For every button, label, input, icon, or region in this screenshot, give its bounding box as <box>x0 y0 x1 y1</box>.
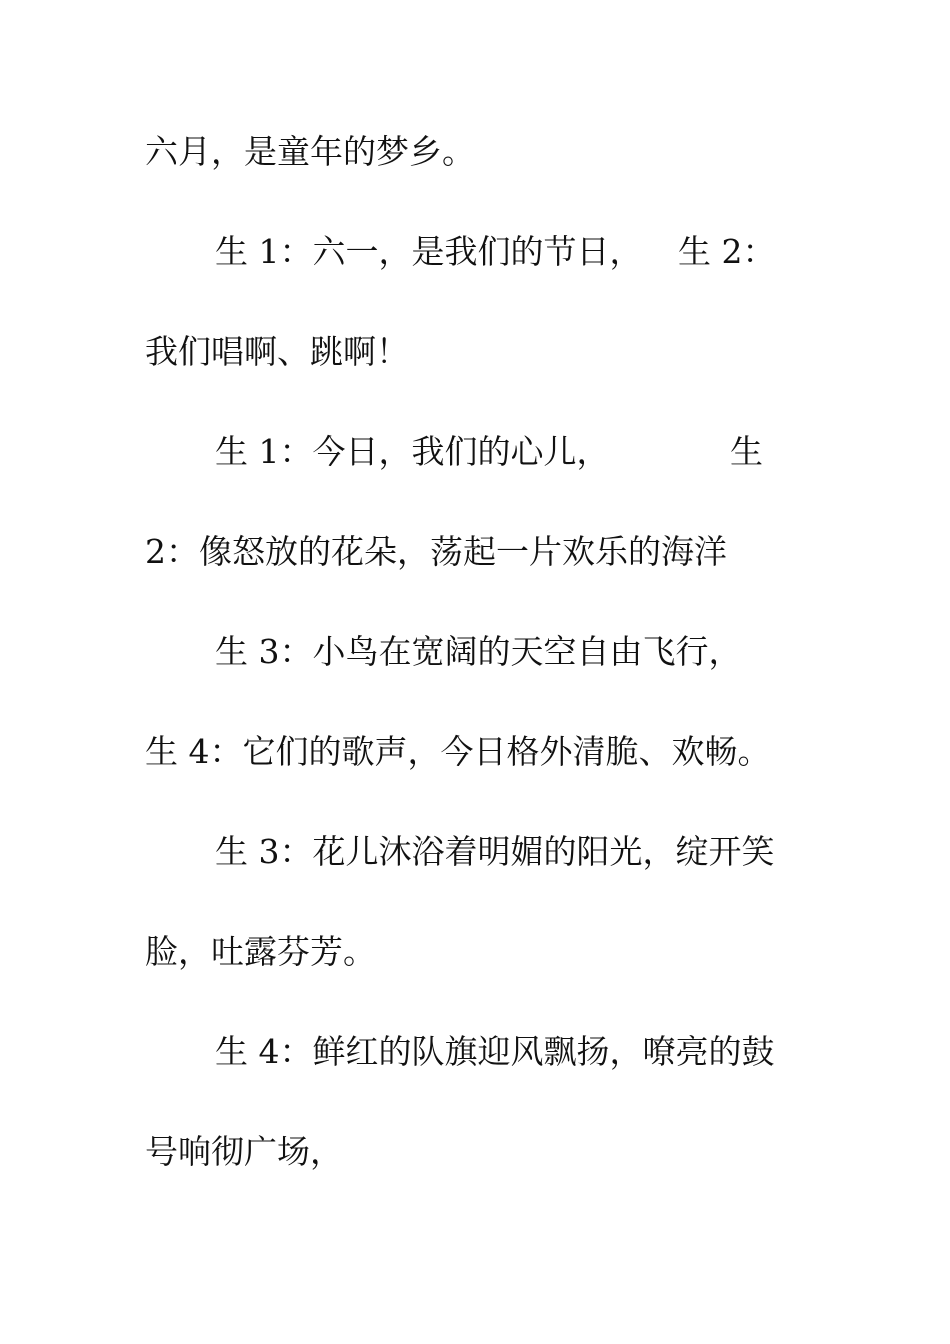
text-line-9: 脸，吐露芬芳。 <box>145 932 376 971</box>
text-line-4 <box>215 430 895 474</box>
text-line-7: 生 4：它们的歌声，今日格外清脆、欢畅。 <box>145 732 771 771</box>
line-4-segment-1: 生 1：今日，我们的心儿， <box>215 432 610 471</box>
text-line-2 <box>215 230 895 274</box>
line-2-segment-1: 生 1：六一，是我们的节日， <box>215 232 643 271</box>
text-line-8: 生 3：花儿沐浴着明媚的阳光，绽开笑 <box>215 832 775 871</box>
text-line-11: 号响彻广场， <box>145 1132 343 1171</box>
text-line-6: 生 3：小鸟在宽阔的天空自由飞行， <box>215 632 742 671</box>
line-4-segment-2: 生 <box>730 432 763 471</box>
text-line-5: 2：像怒放的花朵，荡起一片欢乐的海洋 <box>145 532 727 571</box>
text-line-3: 我们唱啊、跳啊！ <box>145 332 409 371</box>
line-2-segment-2: 生 2： <box>678 232 776 271</box>
text-line-1: 六月，是童年的梦乡。 <box>145 132 475 171</box>
text-line-10: 生 4：鲜红的队旗迎风飘扬，嘹亮的鼓 <box>215 1032 775 1071</box>
